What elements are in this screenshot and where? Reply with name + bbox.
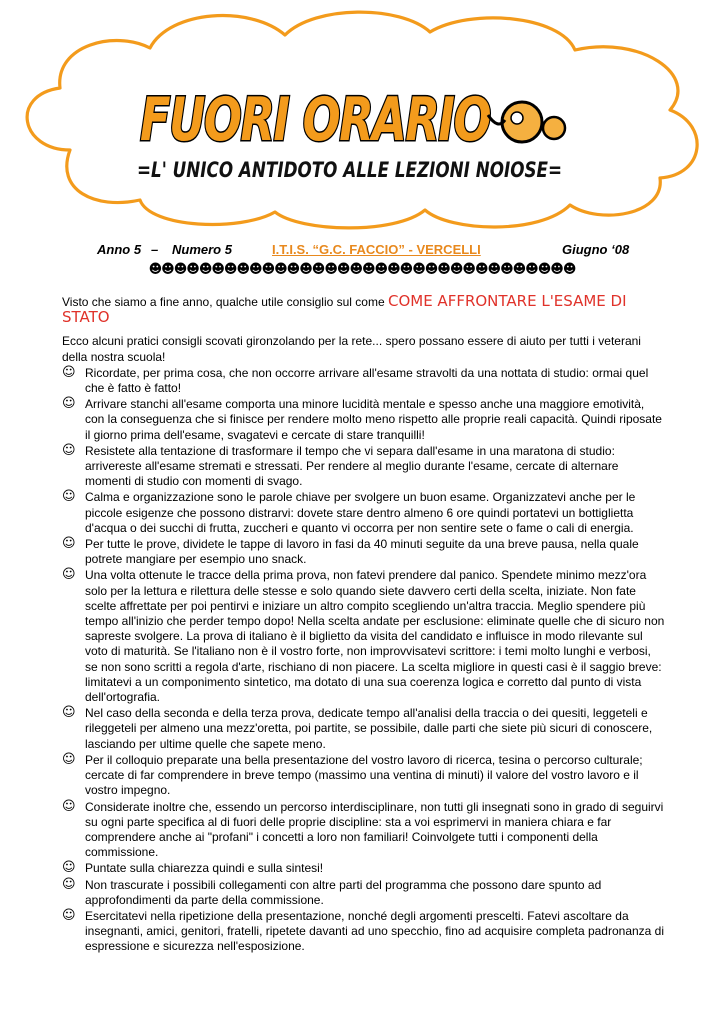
tip-item	[62, 537, 666, 567]
smiley-divider: ☻☻☻☻☻☻☻☻☻☻☻☻☻☻☻☻☻☻☻☻☻☻☻☻☻☻☻☻☻☻☻☻☻☻	[148, 262, 576, 277]
tip-text: Per tutte le prove, dividete le tappe di lavoro in fasi da 40 minuti seguite da una breve pausa, nella quale potrete mangiare per esempio uno snack.	[85, 537, 639, 567]
logo-subtitle: =L' UNICO ANTIDOTO ALLE LEZIONI NOIOSE=	[137, 158, 562, 182]
smiley-bullet-icon: ☺	[62, 442, 76, 458]
smiley-bullet-icon: ☺	[62, 364, 76, 380]
tip-item	[62, 366, 666, 396]
tip-item	[62, 444, 666, 490]
masthead	[0, 0, 724, 235]
issue-date: Giugno ‘08	[562, 242, 630, 257]
tip-item	[62, 753, 666, 799]
issue-separator: –	[151, 242, 159, 257]
tip-text: Una volta ottenute le tracce della prima prova, non fatevi prendere dal panico. Spendete minimo mezz'ora solo per la lettura e rilettura delle stesse e solo quando siete davvero certi della scelta, iniziate. Non fate scelte affrettate per poi pentirvi e iniziare un altro compito scegliendo un'altra traccia. Meglio spendere più tempo all'inizio che perder tempo dopo! Nella scelta andate per esclusione: eliminate quelle che di sicuro non sapreste svolgere. La prova di italiano è il biglietto da visita del candidato e influisce in modo rilevante sul voto di maturità. Se l'italiano non è il vostro forte, non improvvisatevi scrittore: i temi molto lunghi e verbosi, se non sono scritti a regola d'arte, rischiano di non piacere. La scelta migliore in questi casi è il saggio breve: limitatevi a un componimento sintetico, ma dotato di una sua coerenza logica e corretto dal punto di vista dell'ortografia.	[85, 568, 665, 705]
tip-text: Puntate sulla chiarezza quindi e sulla sintesi!	[85, 861, 324, 876]
tip-text: Arrivare stanchi all'esame comporta una minore lucidità mentale e spesso anche una maggiore emotività, con la conseguenza che si finisce per rendere molto meno rispetto alle proprie reali capacità. Quindi riposate il giorno prima dell'esame, svagatevi e cercate di stare tranquilli!	[85, 397, 662, 442]
tip-text: Non trascurate i possibili collegamenti con altre parti del programma che possono dare spunto ad approfondimenti da parte della commissione.	[85, 877, 602, 907]
intro-paragraph: Ecco alcuni pratici consigli scovati gironzolando per la rete... spero possano essere di aiuto per tutti i veterani della nostra scuola!	[62, 334, 641, 364]
tip-text: Resistete alla tentazione di trasformare il tempo che vi separa dall'esame in una maratona di studio: arrivereste all'esame stremati e stressati. Per rendere al meglio durante l'esame, cercate di alternare momenti di studio con momenti di svago.	[85, 443, 619, 489]
tips-list	[62, 366, 666, 955]
intro-line	[62, 294, 666, 326]
intro-lead: Visto che siamo a fine anno, qualche utile consiglio sul come	[62, 295, 388, 309]
issue-year: Anno 5	[97, 242, 142, 257]
tip-item	[62, 861, 666, 876]
smiley-bullet-icon: ☺	[62, 536, 76, 552]
tip-text: Considerate inoltre che, essendo un percorso interdisciplinare, non tutti gli insegnati sono in grado di seguirvi su ogni parte specifica al di fuori delle proprie discipline: sta a voi esprimervi in maniera chiara e far comprendere anche ai "profani" i concetti a loro non familiari! Coinvolgete tutti i componenti della commissione.	[85, 799, 664, 860]
tip-text: Nel caso della seconda e della terza prova, dedicate tempo all'analisi della traccia o dei quesiti, leggeteli e rileggeteli per almeno una mezz'oretta, poi partite, se possibile, dalle parti che siete più sicuri di conoscere, lasciando per ultime quelle che sapete meno.	[85, 706, 653, 751]
smiley-bullet-icon: ☺	[62, 798, 76, 814]
smiley-bullet-icon: ☺	[62, 751, 76, 767]
tip-item	[62, 397, 666, 443]
school-name: I.T.I.S. “G.C. FACCIO” - VERCELLI	[272, 242, 481, 257]
tip-item	[62, 706, 666, 752]
logo-title: FUORI ORARIO	[140, 85, 490, 155]
smiley-bullet-icon: ☺	[62, 860, 76, 876]
tip-item	[62, 800, 666, 861]
tip-item	[62, 568, 666, 705]
smiley-bullet-icon: ☺	[62, 396, 76, 412]
tip-text: Calma e organizzazione sono le parole chiave per svolgere un buon esame. Organizzatevi anche per le piccole esigenze che possono distrarvi: dovete stare dentro almeno 6 ore quindi portatevi un bottiglietta d'acqua o dei succhi di frutta, zuccheri e quanto vi occorra per non sentire sete o fame o cali di energia.	[85, 490, 636, 535]
smiley-bullet-icon: ☺	[62, 876, 76, 892]
tip-text: Ricordate, per prima cosa, che non occorre arrivare all'esame stravolti da una nottata di studio: ormai quel che è fatto è fatto!	[85, 365, 649, 396]
tip-item	[62, 909, 666, 955]
tip-item	[62, 490, 666, 536]
issue-info	[0, 242, 724, 260]
tip-item	[62, 878, 666, 908]
smiley-bullet-icon: ☺	[62, 705, 76, 721]
article-headline: COME AFFRONTARE L'ESAME DI STATO	[62, 292, 627, 327]
tip-text: Esercitatevi nella ripetizione della presentazione, nonché degli argomenti prescelti. Fatevi ascoltare da insegnanti, amici, genitori, fratelli, ripetete davanti ad uno specchio, fino ad acquisire completa padronanza di espressione e sicurezza nell'esposizione.	[85, 908, 665, 954]
smiley-bullet-icon: ☺	[62, 567, 76, 583]
article	[62, 294, 666, 956]
issue-number: Numero 5	[172, 242, 232, 257]
tip-text: Per il colloquio preparate una bella presentazione del vostro lavoro di ricerca, tesina o percorso culturale; cercate di far comprendere in breve tempo (massimo una ventina di minuti) il valore del vostro lavoro e il vostro impegno.	[85, 752, 643, 798]
smiley-bullet-icon: ☺	[62, 489, 76, 505]
smiley-bullet-icon: ☺	[62, 907, 76, 923]
